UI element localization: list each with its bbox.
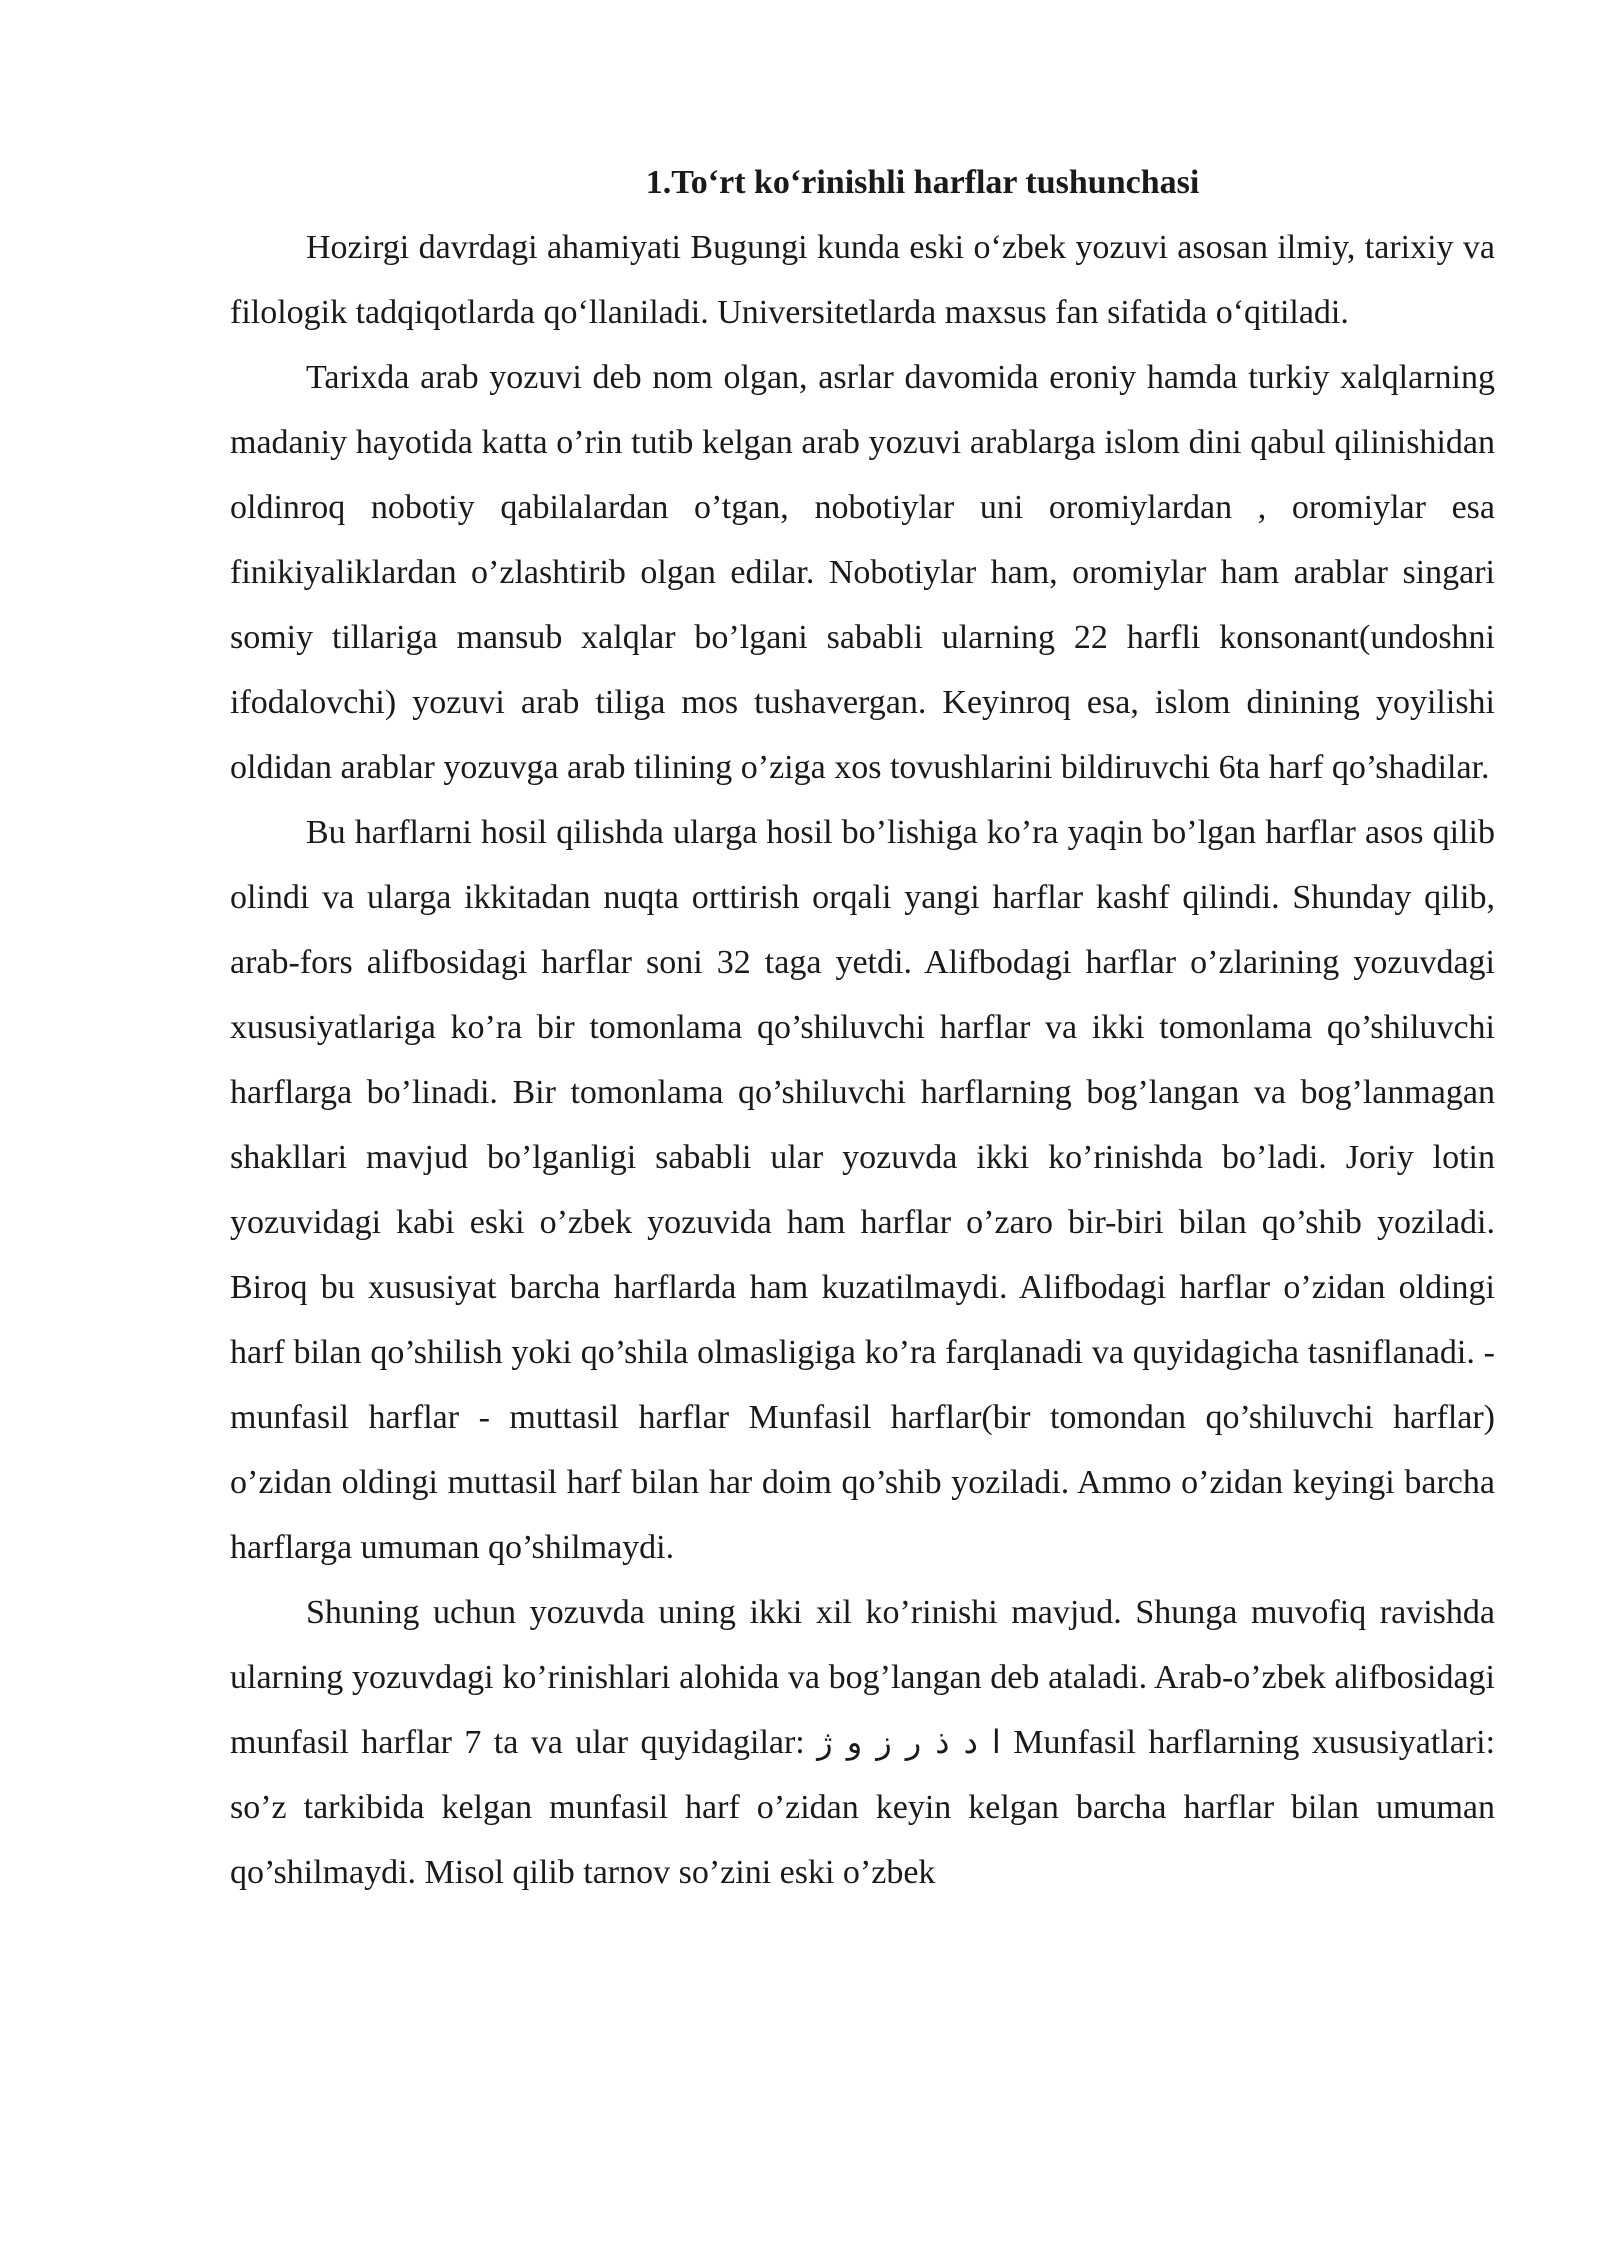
document-title: 1.To‘rt ko‘rinishli harflar tushunchasi [645, 164, 1200, 201]
paragraph-4 [230, 1580, 1495, 1905]
paragraph-4-text-start: Shuning uchun yozuvda uning ikki xil ko’rinishi mavjud. Shunga muvofiq ravishda ularning yozuvdagi ko’rinishlari alohida va bog’langan deb ataladi. Arab-o’zbek alifbosidagi munfasil harflar 7 ta va ular quyidagilar: [230, 1594, 1495, 1761]
document-page [230, 150, 1495, 1905]
paragraph-3: Bu harflarni hosil qilishda ularga hosil bo’lishiga ko’ra yaqin bo’lgan harflar asos qilib olindi va ularga ikkitadan nuqta orttirish orqali yangi harflar kashf qilindi. Shunday qilib, arab-fors alifbosidagi harflar soni 32 taga yetdi. Alifbodagi harflar o’zlarining yozuvdagi xususiyatlariga ko’ra bir tomonlama qo’shiluvchi harflar va ikki tomonlama qo’shiluvchi harflarga bo’linadi. Bir tomonlama qo’shiluvchi harflarning bog’langan va bog’lanmagan shakllari mavjud bo’lganligi sababli ular yozuvda ikki ko’rinishda bo’ladi. Joriy lotin yozuvidagi kabi eski o’zbek yozuvida ham harflar o’zaro bir-biri bilan qo’shib yoziladi. Biroq bu xususiyat barcha harflarda ham kuzatilmaydi. Alifbodagi harflar o’zidan oldingi harf bilan qo’shilish yoki qo’shila olmasligiga ko’ra farqlanadi va quyidagicha tasniflanadi. - munfasil harflar - muttasil harflar Munfasil harflar(bir tomondan qo’shiluvchi harflar) o’zidan oldingi muttasil harf bilan har doim qo’shib yoziladi. Ammo o’zidan keyingi barcha harflarga umuman qo’shilmaydi. [230, 814, 1495, 1566]
paragraph-4-text-end: Munfasil harflarning xususiyatlari: so’z tarkibida kelgan munfasil harf o’zidan keyin kelgan barcha harflar bilan umuman qo’shilmaydi. Misol qilib tarnov so’zini eski o’zbek [230, 1724, 1496, 1891]
paragraph-1: Hozirgi davrdagi ahamiyati Bugungi kunda eski o‘zbek yozuvi asosan ilmiy, tarixiy va filologik tadqiqotlarda qo‘llaniladi. Universitetlarda maxsus fan sifatida o‘qitiladi. [230, 229, 1495, 331]
arabic-letters: ا د ذ ر ز و ژ [817, 1723, 1001, 1761]
paragraph-2: Tarixda arab yozuvi deb nom olgan, asrlar davomida eroniy hamda turkiy xalqlarning madaniy hayotida katta o’rin tutib kelgan arab yozuvi arablarga islom dini qabul qilinishidan oldinroq nobotiy qabilalardan o’tgan, nobotiylar uni oromiylardan , oromiylar esa finikiyaliklardan o’zlashtirib olgan edilar. Nobotiylar ham, oromiylar ham arablar singari somiy tillariga mansub xalqlar bo’lgani sababli ularning 22 harfli konsonant(undoshni ifodalovchi) yozuvi arab tiliga mos tushavergan. Keyinroq esa, islom dinining yoyilishi oldidan arablar yozuvga arab tilining o’ziga xos tovushlarini bildiruvchi 6ta harf qo’shadilar. [230, 359, 1495, 786]
